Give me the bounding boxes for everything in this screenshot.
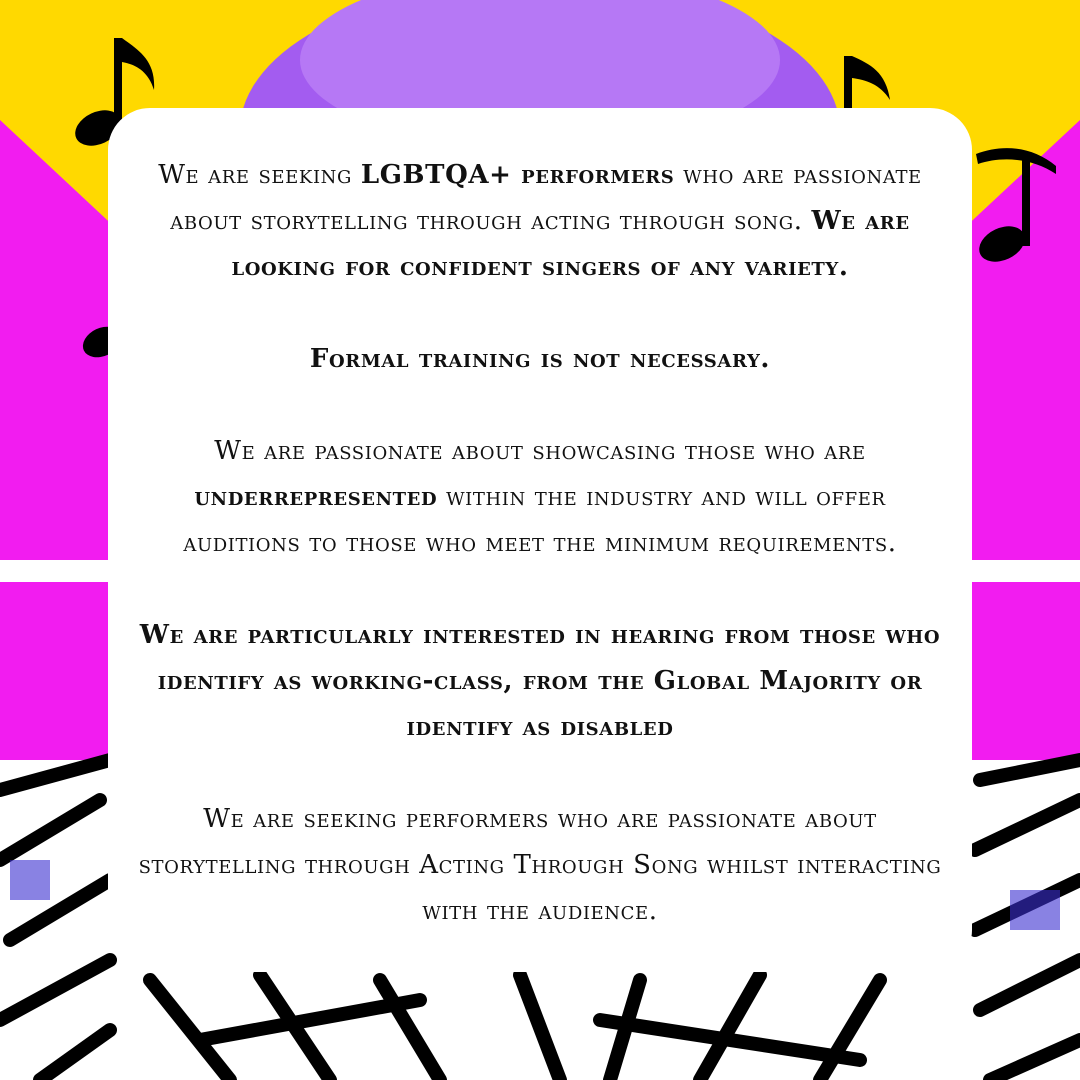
info-card — [108, 108, 972, 972]
paragraph-seeking-lgbtqa — [138, 152, 942, 290]
text-segment: We are seeking — [158, 160, 361, 190]
music-note-icon — [972, 140, 1062, 270]
text-segment: who are passionate about storytelling through acting through song. — [170, 160, 922, 236]
paragraph-particularly-interested: We are particularly interested in hearing from those who identify as working-class, from the Global Majority or identify as disabled — [139, 620, 941, 742]
highlight-confident-singers: We are looking for confident singers of any variety. — [231, 206, 910, 282]
highlight-underrepresented: underrepresented — [194, 482, 438, 512]
text-segment: within the industry and will offer auditions to those who meet the minimum requirements. — [183, 482, 897, 558]
text-segment: We are passionate about showcasing those who are — [214, 436, 866, 466]
highlight-lgbtqa: LGBTQA+ performers — [360, 160, 675, 190]
paragraph-formal-training: Formal training is not necessary. — [309, 344, 771, 374]
paragraph-underrepresented — [138, 428, 942, 566]
paragraph-audience-interaction: We are seeking performers who are passionate about storytelling through Acting Through Song whilst interacting with the audience. — [138, 804, 942, 926]
